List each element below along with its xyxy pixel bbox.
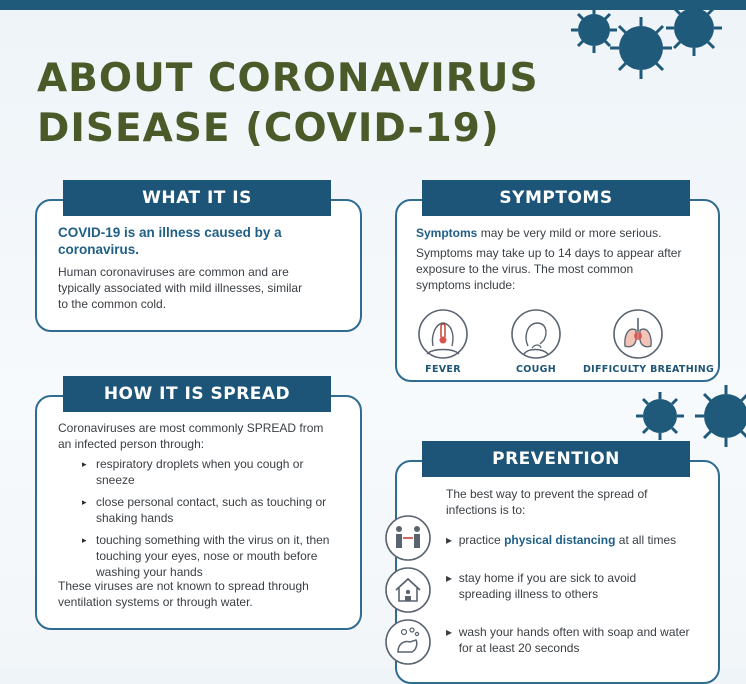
symptoms-intro — [416, 225, 706, 241]
list-item: ▸ respiratory droplets when you cough or sneeze — [82, 456, 344, 488]
symptom-breathing — [583, 308, 715, 375]
title-line-1: ABOUT CORONAVIRUS — [37, 56, 539, 101]
what-it-is-lead: COVID-19 is an illness caused by a coronavirus. — [58, 225, 282, 257]
prevention-intro: The best way to prevent the spread of infections is to: — [446, 487, 648, 517]
prevention-item-text: practice — [458, 533, 505, 547]
page-title — [37, 54, 539, 154]
prevention-item-bold: physical distancing — [504, 533, 616, 547]
what-it-is-body: Human coronaviruses are common and are typically associated with mild illnesses, similar to the common cold. — [58, 265, 303, 311]
spread-footer: These viruses are not known to spread through ventilation systems or through water. — [58, 579, 309, 609]
lungs-icon — [612, 308, 664, 360]
spread-heading: HOW IT IS SPREAD — [63, 376, 331, 412]
spread-bullet-list — [82, 456, 344, 586]
symptom-label: DIFFICULTY BREATHING — [583, 364, 715, 375]
virus-icon — [695, 385, 746, 447]
prevention-item-text: stay home if you are sick to avoid spreading illness to others — [458, 571, 637, 601]
cough-icon — [510, 308, 562, 360]
bullet-icon: ▸ — [446, 625, 459, 639]
symptoms-body: Symptoms may take up to 14 days to appear after exposure to the virus. The most common symptoms include: — [416, 246, 682, 292]
prevention-item-text-end: at all times — [615, 533, 677, 547]
fever-icon — [417, 308, 469, 360]
bullet-icon: ▸ — [446, 533, 459, 547]
virus-icon — [610, 17, 672, 79]
virus-cluster-mid-right — [630, 378, 746, 450]
list-item: ▸ close personal contact, such as touching or shaking hands — [82, 494, 344, 526]
virus-icon — [636, 392, 684, 440]
prevention-item-stay-home — [446, 570, 676, 602]
prevention-item-text: wash your hands often with soap and water for at least 20 seconds — [458, 625, 690, 655]
symptom-label: COUGH — [515, 364, 556, 375]
virus-icon — [666, 0, 722, 56]
prevention-heading: PREVENTION — [422, 441, 690, 477]
bullet-icon: ▸ — [446, 571, 459, 585]
prevention-item-distancing — [446, 532, 706, 548]
virus-icon — [571, 7, 617, 53]
handwash-icon — [384, 618, 432, 666]
distancing-icon — [384, 514, 432, 562]
symptoms-intro-rest: may be very mild or more serious. — [477, 226, 662, 240]
symptoms-intro-bold: Symptoms — [416, 226, 478, 240]
symptom-label: FEVER — [425, 364, 461, 375]
virus-cluster-top-right — [566, 0, 746, 90]
spread-intro: Coronaviruses are most commonly SPREAD from an infected person through: — [58, 421, 324, 451]
title-line-2: DISEASE (COVID-19) — [37, 106, 500, 151]
list-item: ▸ touching something with the virus on it, then touching your eyes, nose or mouth before washing your hands — [82, 532, 344, 580]
symptom-fever — [412, 308, 474, 375]
symptom-cough — [505, 308, 567, 375]
prevention-item-handwash — [446, 624, 692, 656]
home-icon — [384, 566, 432, 614]
what-it-is-heading: WHAT IT IS — [63, 180, 331, 216]
symptoms-heading: SYMPTOMS — [422, 180, 690, 216]
